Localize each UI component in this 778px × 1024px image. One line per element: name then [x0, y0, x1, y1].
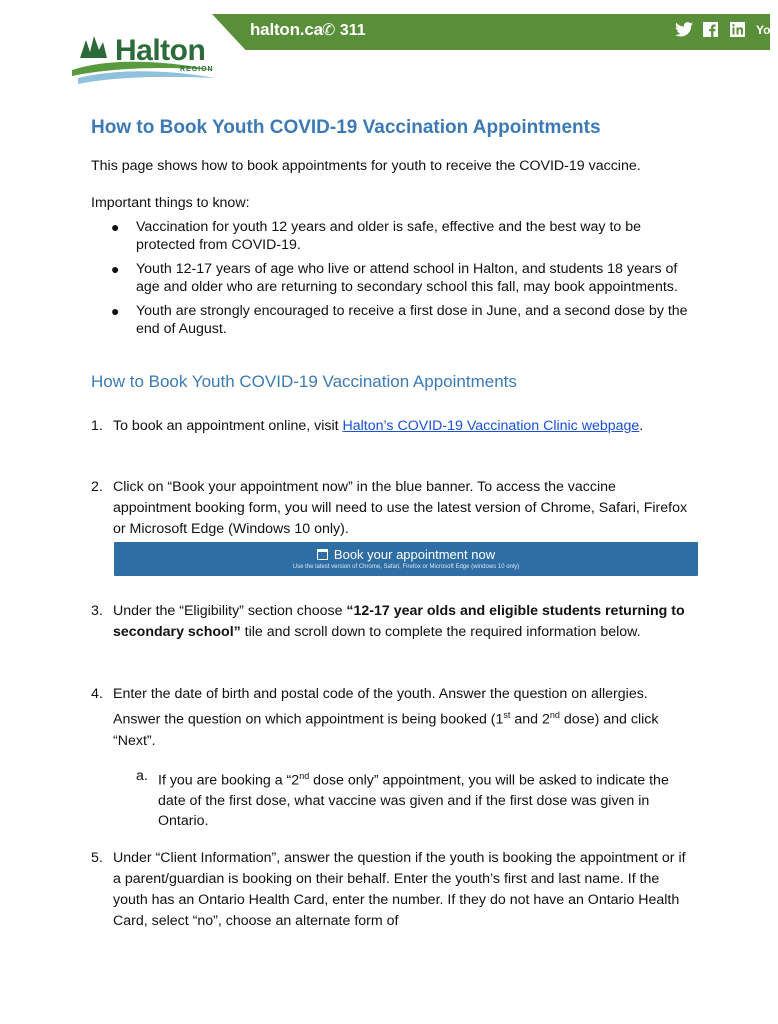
vaccination-clinic-link[interactable]: Halton’s COVID-19 Vaccination Clinic webpage — [342, 418, 640, 434]
bullet-icon: ● — [111, 303, 120, 319]
logo-region: REGION — [180, 66, 214, 73]
bullet-icon: ● — [111, 219, 120, 235]
superscript: nd — [299, 771, 310, 781]
step-5 — [91, 848, 691, 932]
step-text-part: dose) and click “Next”. — [113, 711, 659, 749]
linkedin-icon[interactable] — [730, 22, 745, 41]
step-text — [113, 416, 691, 437]
step-3 — [91, 601, 691, 643]
step-text-part: and 2 — [510, 711, 550, 728]
step-text-part: dose only” appointment, you will be asked to indicate the date of the first dose, what vaccine was given and if the first dose was given in Ontario. — [158, 772, 669, 829]
step-4a — [136, 766, 696, 831]
important-heading: Important things to know: — [91, 195, 250, 211]
list-item — [110, 260, 690, 296]
section-heading: How to Book Youth COVID-19 Vaccination Appointments — [91, 372, 517, 391]
step-text-part: tile and scroll down to complete the required information below. — [240, 624, 641, 640]
step-number: 1. — [91, 418, 103, 434]
site-link[interactable]: halton.ca — [250, 20, 323, 39]
step-text-part: To book an appointment online, visit — [113, 418, 343, 434]
step-text — [113, 684, 691, 752]
step-1 — [91, 416, 691, 437]
twitter-icon[interactable] — [675, 22, 693, 41]
step-4 — [91, 684, 691, 752]
list-item-text: Youth are strongly encouraged to receive a first dose in June, and a second dose by the end of August. — [136, 303, 688, 337]
book-appointment-text: Book your appointment now — [333, 547, 496, 562]
step-text — [158, 766, 696, 831]
calendar-icon — [317, 549, 328, 560]
list-item-text: Vaccination for youth 12 years and older is safe, effective and the best way to be protected from COVID-19. — [136, 219, 642, 253]
important-list — [110, 218, 690, 344]
step-number: 5. — [91, 850, 103, 866]
facebook-icon[interactable] — [703, 22, 718, 41]
step-text-part: Enter the date of birth and postal code of the youth. Answer the question on allergies. Answer the question on which appointment is being booked (1 — [113, 686, 648, 728]
step-number: 4. — [91, 686, 103, 702]
halton-logo[interactable] — [70, 30, 220, 90]
step-text-part: If you are booking a “2 — [158, 772, 300, 789]
bullet-icon: ● — [111, 261, 120, 277]
intro-text: This page shows how to book appointments for youth to receive the COVID-19 vaccine. — [91, 158, 641, 174]
step-text: Click on “Book your appointment now” in the blue banner. To access the vaccine appointment booking form, you will need to use the latest version of Chrome, Safari, Firefox or Microsoft Edge (Windows 10 only). — [113, 479, 688, 537]
step-number: 3. — [91, 603, 103, 619]
superscript: st — [503, 710, 511, 720]
book-appointment-banner[interactable] — [114, 542, 698, 576]
step-number: a. — [136, 768, 148, 784]
list-item-text: Youth 12-17 years of age who live or attend school in Halton, and students 18 years of age and older who are returning to secondary school this fall, may book appointments. — [136, 261, 678, 295]
step-text: Under “Client Information”, answer the question if the youth is booking the appointment or if a parent/guardian is booking on their behalf. Enter the youth’s first and last name. If the youth has an Ontario Health Card, enter the number. If they do not have an Ontario Health Card, select “no”, choose an alternate form of — [113, 850, 686, 929]
browser-note: Use the latest version of Chrome, Safari, Firefox or Microsoft Edge (windows 10 only) — [292, 564, 520, 570]
phone-number[interactable] — [322, 20, 366, 40]
superscript: nd — [549, 710, 560, 720]
phone-label: 311 — [339, 22, 366, 39]
step-number: 2. — [91, 479, 103, 495]
logo-name: Halton — [115, 34, 206, 67]
step-text — [113, 601, 691, 643]
step-text-part: . — [639, 418, 644, 434]
step-2 — [91, 477, 691, 540]
book-appointment-label — [114, 547, 698, 562]
youtube-icon[interactable]: You — [756, 23, 778, 37]
page-title: How to Book Youth COVID-19 Vaccination Appointments — [91, 117, 601, 138]
eligibility-tile-name: “12-17 year olds and eligible students returning to secondary school” — [113, 603, 685, 640]
list-item — [110, 218, 690, 254]
list-item — [110, 302, 690, 338]
phone-icon: ✆ — [322, 22, 340, 39]
step-text-part: Under the “Eligibility” section choose — [113, 603, 347, 619]
